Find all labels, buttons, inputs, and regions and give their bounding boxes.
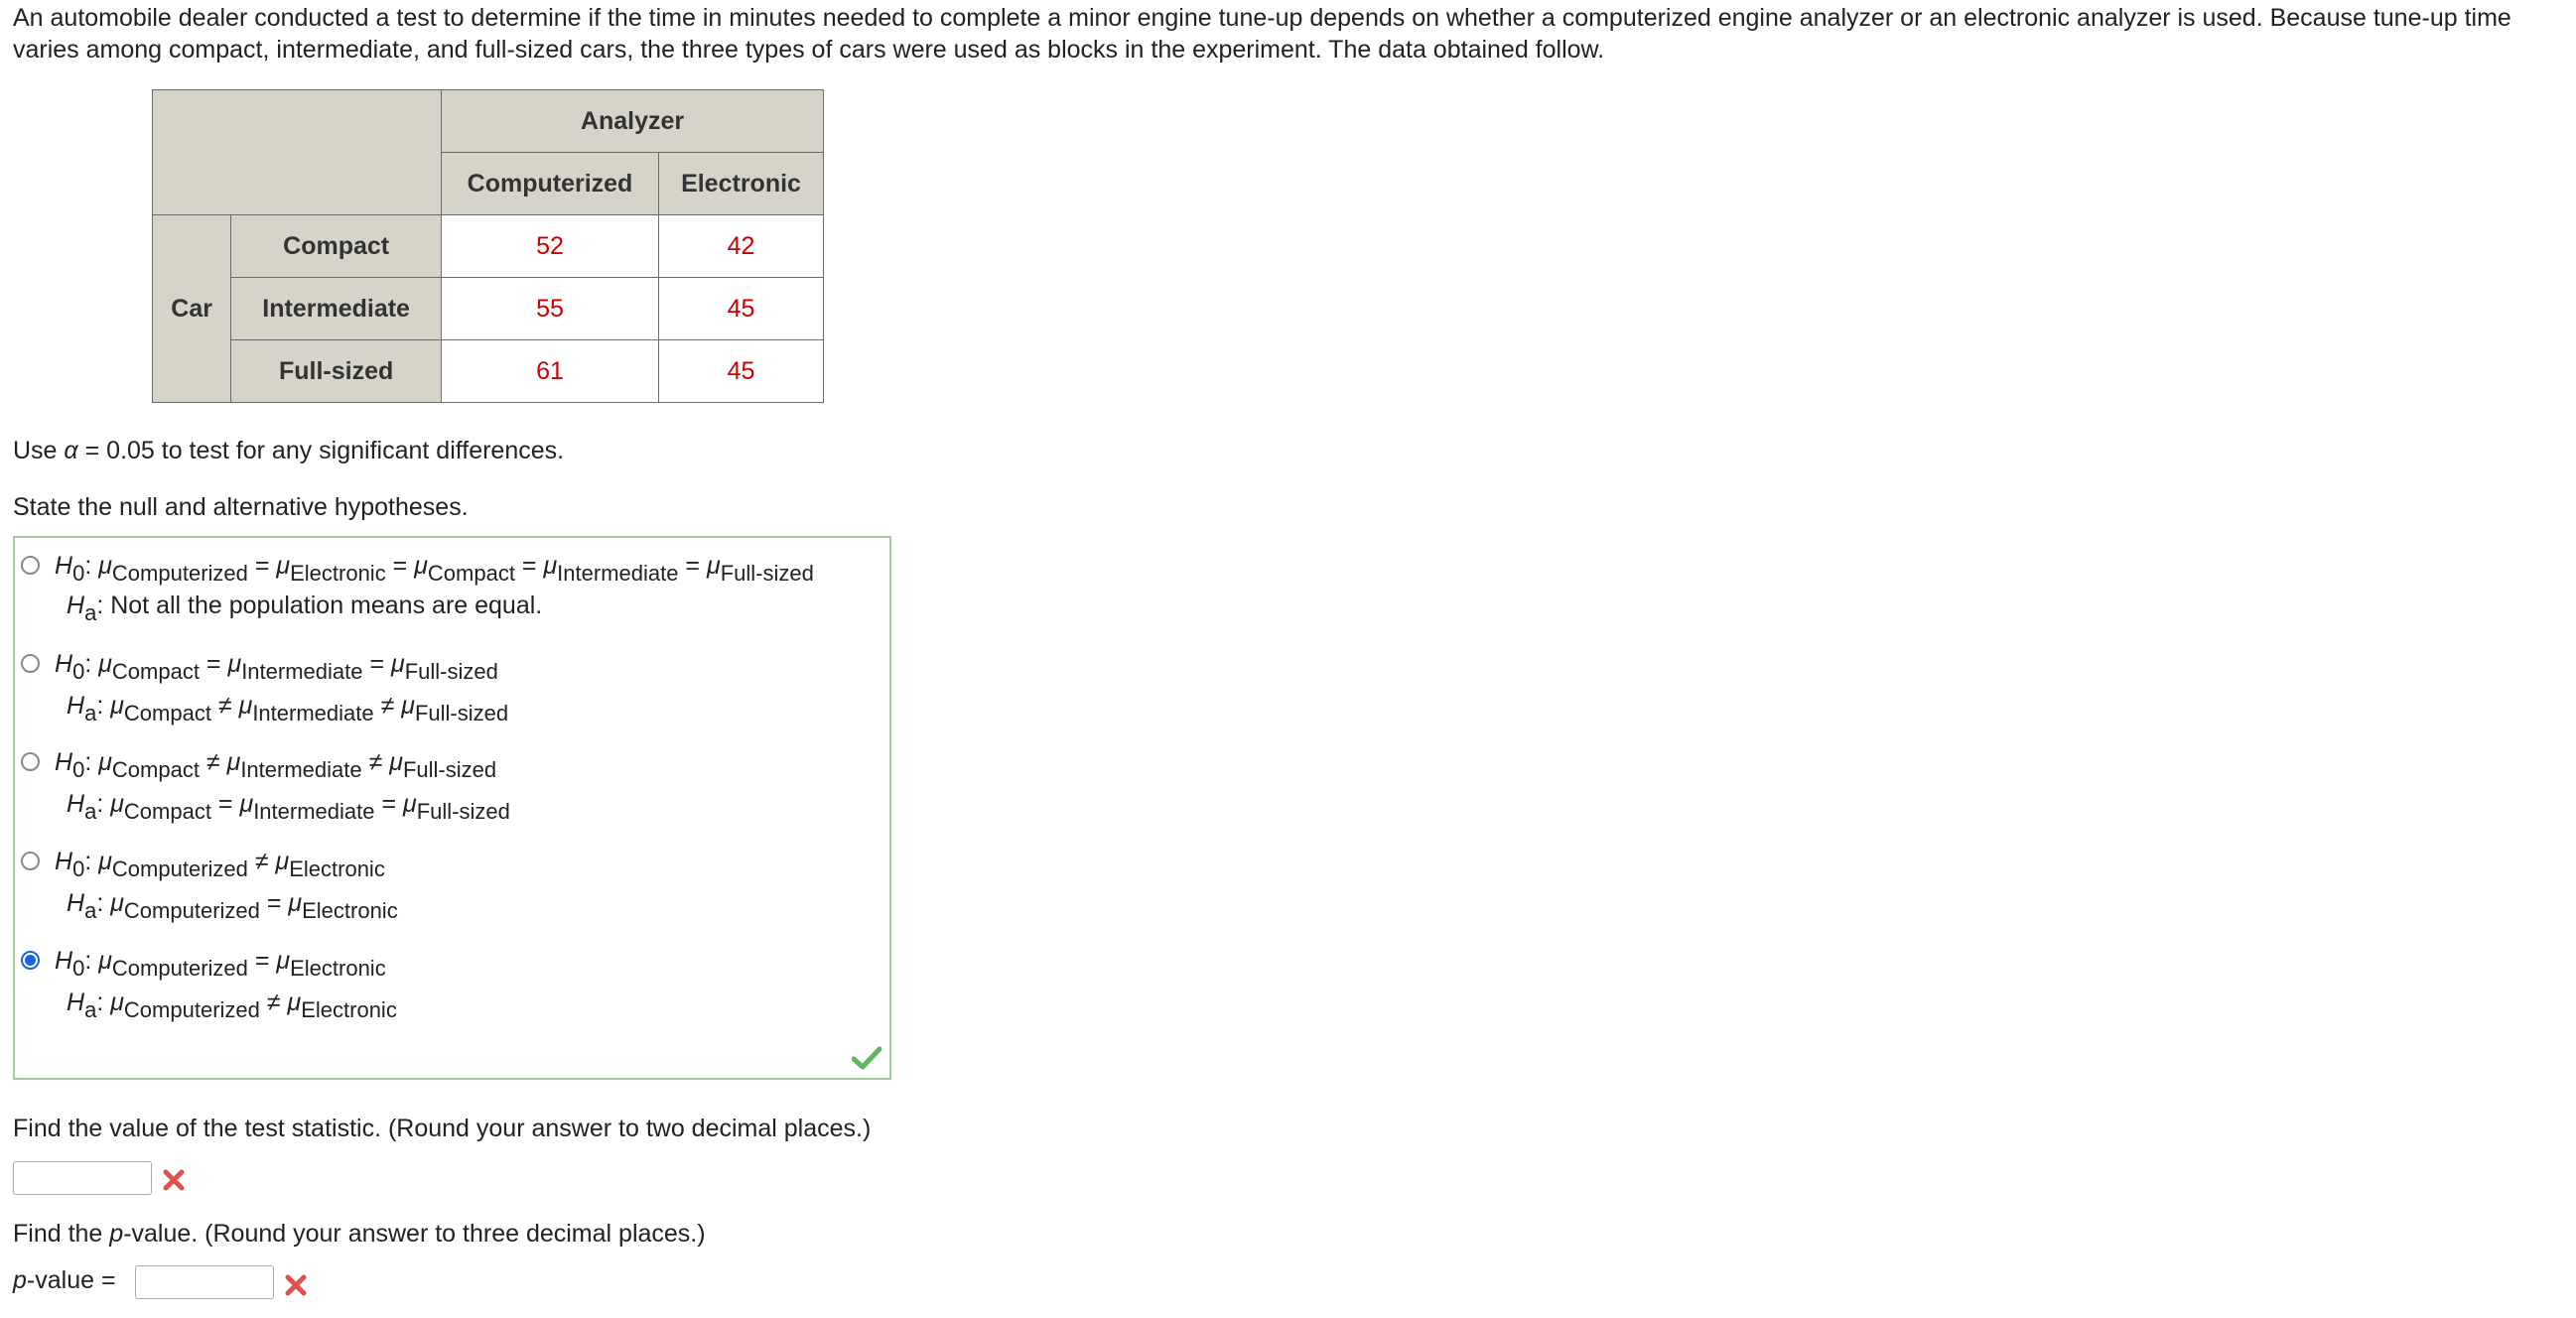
col-header-electronic: Electronic	[659, 153, 824, 215]
test-statistic-input[interactable]	[13, 1161, 152, 1195]
col-header-computerized: Computerized	[442, 153, 659, 215]
option-4-alt: $H_a$: $\mu_{Computerized} = \mu_{Electronic}$	[67, 889, 398, 923]
alpha-symbol: α	[64, 437, 78, 464]
data-table	[152, 89, 824, 403]
radio-option-3[interactable]	[21, 752, 40, 771]
cell-intermediate-electronic: 45	[659, 278, 824, 340]
option-3-alt: $H_a$: $\mu_{Compact} = \mu_{Intermediate} = \mu_{Full-sized}$	[67, 790, 510, 824]
incorrect-x-icon	[162, 1168, 186, 1192]
alpha-instruction: Use α = 0.05 to test for any significant differences.	[13, 437, 565, 464]
pvalue-label: p-value =	[13, 1266, 116, 1294]
cell-fullsized-computerized: 61	[442, 340, 659, 403]
problem-intro: An automobile dealer conducted a test to determine if the time in minutes needed to complete a minor engine tune-up depends on whether a computerized engine analyzer or an electronic analyzer is used. Because tune-up time varies among compact, intermediate, and full-sized cars, the three types of cars were used as blocks in the experiment. The data obtained follow.	[13, 4, 2511, 64]
radio-option-5-selected[interactable]	[21, 951, 40, 970]
hypotheses-prompt: State the null and alternative hypotheses.	[13, 493, 469, 521]
cell-fullsized-electronic: 45	[659, 340, 824, 403]
incorrect-x-icon	[284, 1273, 308, 1297]
option-4-null: $H_0$: $\mu_{Computerized} \ne \mu_{Electronic}$	[55, 848, 385, 881]
table-corner	[153, 90, 442, 215]
cell-intermediate-computerized: 55	[442, 278, 659, 340]
analyzer-header: Analyzer	[442, 90, 824, 153]
row-header-compact: Compact	[231, 215, 442, 278]
option-3-null: $H_0$: $\mu_{Compact} \ne \mu_{Intermediate} \ne \mu_{Full-sized}$	[55, 748, 497, 782]
test-statistic-prompt: Find the value of the test statistic. (Round your answer to two decimal places.)	[13, 1115, 872, 1142]
radio-option-1[interactable]	[21, 556, 40, 575]
option-1-null: $H_0$: $\mu_{Computerized} = \mu_{Electronic} = \mu_{Compact} = \mu_{Intermediate} = \mu_{Full-sized}$	[55, 552, 814, 586]
row-header-intermediate: Intermediate	[231, 278, 442, 340]
option-5-null: $H_0$: $\mu_{Computerized} = \mu_{Electronic}$	[55, 947, 386, 981]
pvalue-prompt: Find the p-value. (Round your answer to three decimal places.)	[13, 1220, 706, 1248]
option-1-alt: $H_a$: Not all the population means are equal.	[67, 592, 543, 625]
radio-option-2[interactable]	[21, 654, 40, 673]
hypothesis-options	[13, 536, 891, 1080]
cell-compact-computerized: 52	[442, 215, 659, 278]
cell-compact-electronic: 42	[659, 215, 824, 278]
radio-option-4[interactable]	[21, 852, 40, 870]
option-2-alt: $H_a$: $\mu_{Compact} \ne \mu_{Intermediate} \ne \mu_{Full-sized}$	[67, 692, 509, 725]
pvalue-input[interactable]	[135, 1265, 274, 1299]
car-header: Car	[153, 215, 231, 403]
option-5-alt: $H_a$: $\mu_{Computerized} \ne \mu_{Electronic}$	[67, 988, 397, 1022]
option-2-null: $H_0$: $\mu_{Compact} = \mu_{Intermediate} = \mu_{Full-sized}$	[55, 650, 498, 684]
row-header-fullsized: Full-sized	[231, 340, 442, 403]
correct-check-icon	[852, 1046, 881, 1070]
